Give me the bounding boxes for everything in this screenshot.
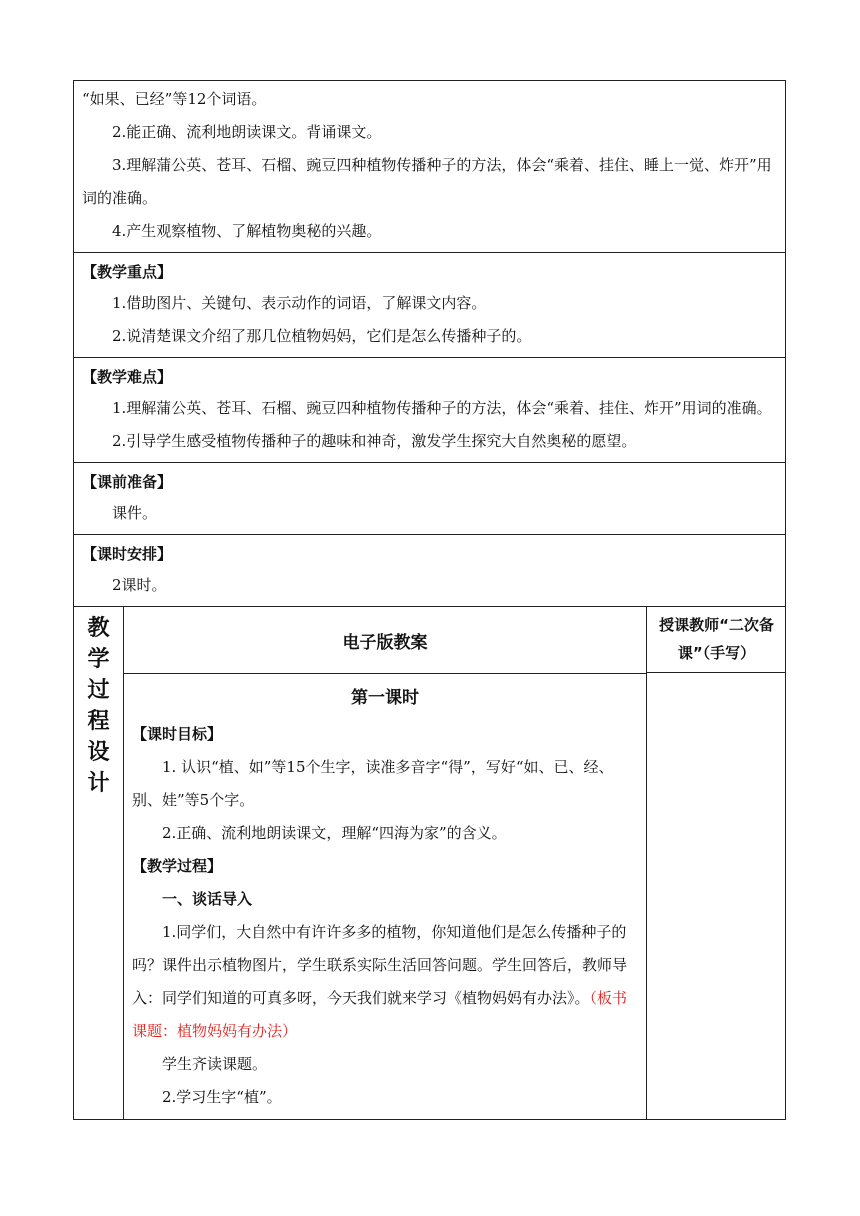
side-char: 程 [87, 709, 110, 734]
side-char: 过 [87, 678, 110, 703]
section-heading: 【课前准备】 [82, 473, 173, 491]
process-side-label [74, 613, 123, 799]
goal-line: 2.正确、流利地朗读课文，理解“四海为家”的含义。 [162, 824, 507, 842]
difficulty-line: 1.理解蒲公英、苍耳、石榴、豌豆四种植物传播种子的方法，体会“乘着、挂住、炸开”用词的准确。 [112, 399, 772, 417]
side-char: 学 [87, 647, 110, 672]
process-table [73, 606, 786, 1120]
objective-line: “如果、已经”等12个词语。 [82, 90, 267, 108]
preparation-section [73, 462, 786, 534]
key-point-line: 2.说清楚课文介绍了那几位植物妈妈，它们是怎么传播种子的。 [112, 327, 532, 345]
key-point-line: 1.借助图片、关键句、表示动作的词语，了解课文内容。 [112, 294, 487, 312]
process-side-column [74, 607, 124, 1119]
difficulty-line: 2.引导学生感受植物传播种子的趣味和神奇，激发学生探究大自然奥秘的愿望。 [112, 432, 637, 450]
schedule-text: 2课时。 [112, 576, 167, 594]
side-char: 教 [87, 616, 110, 641]
process-paragraph: 2.学习生字“植”。 [162, 1088, 282, 1106]
goal-heading: 【课时目标】 [132, 725, 223, 743]
section-heading: 【课时安排】 [82, 545, 173, 563]
difficulties-section [73, 357, 786, 462]
teacher-notes-header: 授课教师“二次备课”（手写） [647, 607, 786, 673]
schedule-section [73, 534, 786, 606]
process-paragraph [132, 916, 638, 1048]
objective-line: 3.理解蒲公英、苍耳、石榴、豌豆四种植物传播种子的方法，体会“乘着、挂住、睡上一觉、炸开”用词的准确。 [82, 156, 772, 207]
section-title: 一、谈话导入 [162, 890, 253, 908]
goal-line: 1. 认识“植、如”等15个生字，读准多音字“得”，写好“如、已、经、别、娃”等5个字。 [132, 758, 614, 809]
process-paragraph: 学生齐读课题。 [162, 1055, 268, 1073]
objective-line: 2.能正确、流利地朗读课文。背诵课文。 [112, 123, 382, 141]
board-title-note: （板书课题：植物妈妈有办法） [132, 989, 628, 1040]
paragraph-text: 1.同学们，大自然中有许许多多的植物，你知道他们是怎么传播种子的吗？课件出示植物图片，学生联系实际生活回答问题。学生回答后，教师导入：同学们知道的可真多呀，今天我们就来学习《植物妈妈有办法》。 [132, 923, 628, 1007]
electronic-plan-column [124, 607, 647, 1119]
side-char: 计 [87, 771, 110, 796]
preparation-text: 课件。 [112, 504, 158, 522]
process-heading: 【教学过程】 [132, 857, 223, 875]
section-heading: 【教学重点】 [82, 263, 173, 281]
section-heading: 【教学难点】 [82, 368, 173, 386]
teacher-notes-column [647, 607, 786, 1119]
electronic-plan-header: 电子版教案 [124, 607, 646, 674]
lesson-plan-page [73, 80, 786, 1120]
objectives-section [73, 80, 786, 252]
side-char: 设 [87, 740, 110, 765]
objective-line: 4.产生观察植物、了解植物奥秘的兴趣。 [112, 222, 382, 240]
lesson-title: 第一课时 [351, 688, 419, 708]
key-points-section [73, 252, 786, 357]
electronic-plan-body [124, 674, 646, 1118]
